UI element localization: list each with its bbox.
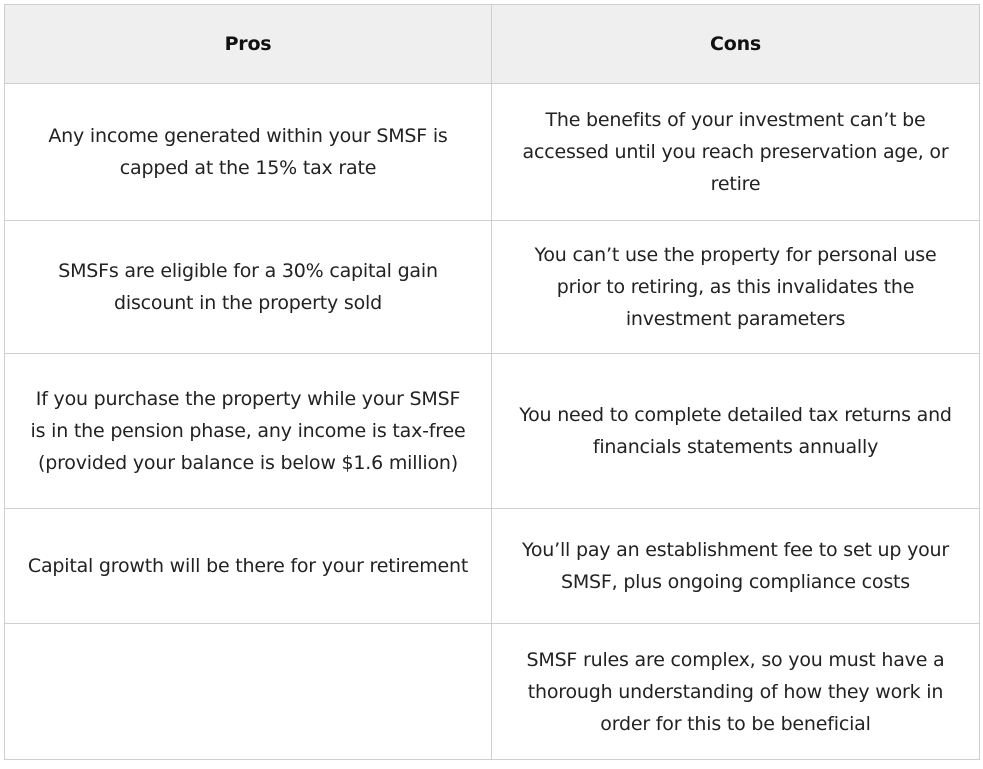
table-head	[5, 5, 980, 84]
con-cell: You’ll pay an establishment fee to set up your SMSF, plus ongoing compliance costs	[492, 509, 980, 624]
con-cell: The benefits of your investment can’t be accessed until you reach preservation age, or retire	[492, 84, 980, 221]
table-row	[5, 84, 980, 221]
pros-cons-table	[4, 4, 980, 760]
table-row	[5, 221, 980, 354]
pro-cell: Capital growth will be there for your retirement	[5, 509, 492, 624]
pro-cell: Any income generated within your SMSF is capped at the 15% tax rate	[5, 84, 492, 221]
cons-header: Cons	[492, 5, 980, 84]
table-row	[5, 354, 980, 509]
con-cell: SMSF rules are complex, so you must have a thorough understanding of how they work in order for this to be beneficial	[492, 624, 980, 760]
con-cell: You need to complete detailed tax returns and financials statements annually	[492, 354, 980, 509]
pro-cell: SMSFs are eligible for a 30% capital gain discount in the property sold	[5, 221, 492, 354]
table-row	[5, 509, 980, 624]
pro-cell-empty	[5, 624, 492, 760]
table-row	[5, 624, 980, 760]
con-cell: You can’t use the property for personal use prior to retiring, as this invalidates the investment parameters	[492, 221, 980, 354]
header-row	[5, 5, 980, 84]
pros-header: Pros	[5, 5, 492, 84]
pros-cons-table-container	[4, 4, 979, 760]
pro-cell: If you purchase the property while your SMSF is in the pension phase, any income is tax-free (provided your balance is below $1.6 million)	[5, 354, 492, 509]
table-body	[5, 84, 980, 760]
